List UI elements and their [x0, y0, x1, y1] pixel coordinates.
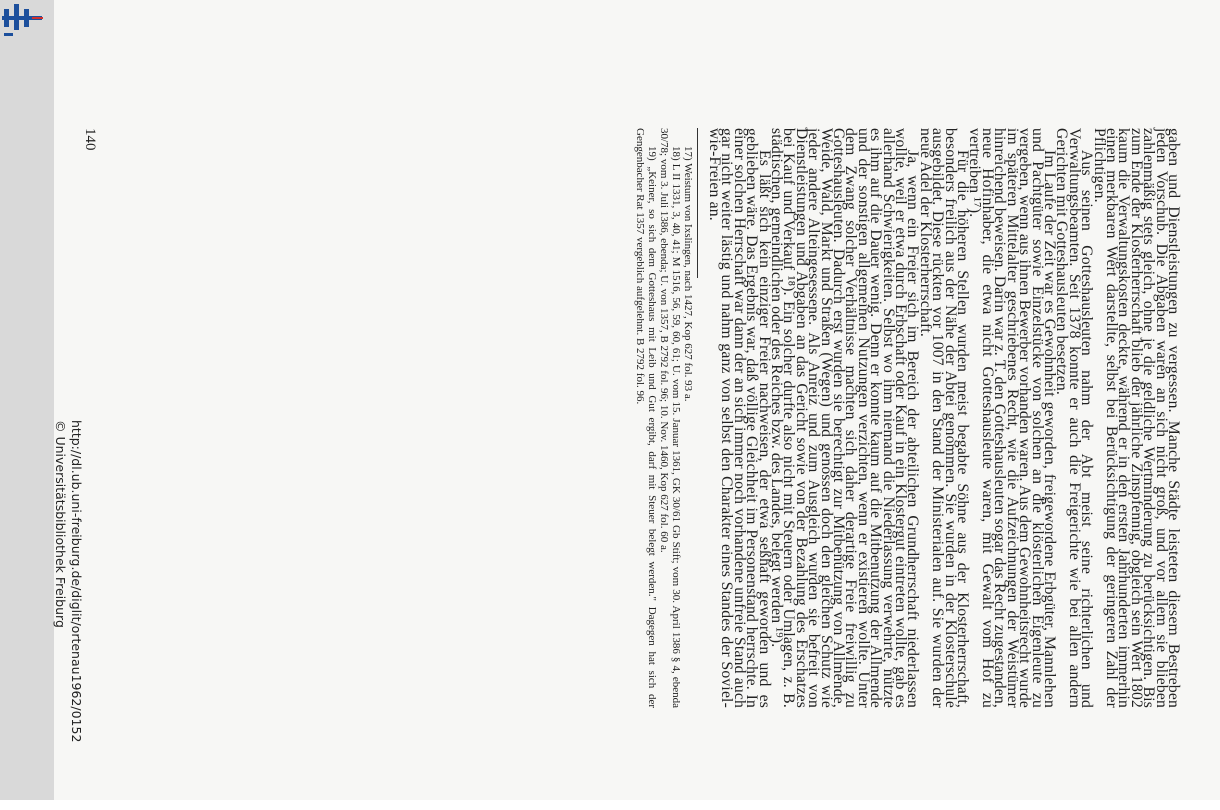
body-paragraph: Aus seinen Gotteshausleuten nahm der Abt meist seine richterlichen und Verwaltungsbeamten. Seit 1378 konnte er auch die Freigerichte wie bei allen andern Gerichten mit Gotteshausleuten besetzen. — [1053, 128, 1096, 708]
page-number-block — [75, 128, 98, 151]
footnote-divider — [697, 128, 698, 278]
footnote: 18) L II 1331, 3, 40, 41; M 1516, 56, 59, 60, 61; U. vom 15. Januar 1361, GK 30/61 Gb Stift; vom 30. April 1386 § 4, ebenda 30/78; vom 3. Juli 1386, ebenda; U. von 1357, B 2792 fol. 96; 10. Nov. 1460, Kop 627 fol. 60 a. — [657, 128, 682, 708]
body-paragraph: Ja, wenn ein Freier sich im Bereich der abteilichen Grundherrschaft niederlassen wollte, weil er etwa durch Erbschaft oder Kauf in ein Klostergut eintreten wollte, gab es allerhand Schwierigkeiten. Selbst wo ihm niemand die Niederlassung verwehrte, nützte es ihm auf die Dauer wenig. Denn er konnte kaum auf die Mitbenutzung der Allmende und der sonstigen allgemeinen Nutzungen verzichten, wenn er existieren wollte. Unter dem Zwang solcher Verhältnisse machten sich daher derartige Freie freiwillig zu Gotteshausleuten. Dadurch erst wurden sie berechtigt zur Mitbenützung von Allmende, Weide, Wald, Markt und Straßen (Wegen) und genossen doch den gleichen Schutz wie jeder andere Alteingesessene. Als Anreiz und zum Ausgleich wurden sie befreit von Dienstleistungen und Abgaben an das Gericht sowie von der Bezahlung des Erschatzes bei Kauf und Verkauf ¹⁸). Ein solcher durfte also nicht mit Steuern oder Umlagen, z. B. städtischen, gemeindlichen oder des Reiches bzw. des Landes, belegt werden ¹⁹). — [768, 128, 922, 708]
footnote: 19) „Keiner, so sich dem Gotteshaus mit Leib und Gut ergibt, darf mit Steuer belegt werden." Dagegen hat sich der Gengenbacher Rat 1357 vergeblich aufgelehnt. B 2792 fol. 96. — [633, 128, 658, 708]
viewer-sidebar — [0, 0, 54, 800]
page-content — [189, 128, 1182, 708]
page-number: 140 — [82, 128, 98, 151]
source-url[interactable]: http://dl.ub.uni-freiburg.de/diglit/ortenau1962/0152 — [69, 420, 84, 743]
copyright-notice: © Universitätsbibliothek Freiburg — [53, 420, 68, 628]
body-paragraph: Es läßt sich kein einziger Freier nachweisen, der etwa seßhaft geworden und es geblieben wäre. Das Ergebnis war, daß völlige Gleichheit im Personenstand herrschte. In einer solchen Herrschaft war dann der an sich immer noch vorhandene unfreie Stand auch gar nicht weiter lästig und nahm ganz von selbst den Charakter eines Standes der Soviel-wie-Freien an. — [705, 128, 773, 708]
ub-freiburg-logo[interactable] — [0, 0, 54, 60]
body-paragraph: Im Laufe der Zeit war es Gewohnheit geworden, freigewordene Erbgüter, Mannlehen und Pachtgüter sowie Einzelstücke von solchen an die klösterlichen Eigenleute zu vergeben, wenn aus ihnen Bewerber vorhanden waren. Aus dem Gewohnheitsrecht wurde im späteren Mittelalter geschriebenes Recht, wie die Aufzeichnungen der Weistümer hinreichend beweisen. Darin war z. T. den Gotteshausleuten sogar das Recht zugestanden, neue Hofinhaber, die etwa nicht Gotteshausleute waren, mit Gewalt vom Hof zu vertreiben ¹⁷). — [966, 128, 1058, 708]
footnote: 17) Weistum von Ixslingen, nach 1427, Kop 627 fol. 93 a. — [681, 146, 694, 402]
body-paragraph: gaben und Dienstleistungen zu vergessen. Manche Städte leisteten diesem Bestreben jeden Vorschub. Die Abgaben waren an sich nicht groß, und vor allem sie blieben zahlenmäßig stets gleich, ohne je die geldliche Wertminderung zu berücksichtigen. Bis zum Ende der Klosterherrschaft blieb der jährliche Zinspfennig, obgleich sein Wert 1802 kaum die Verwaltungskosten deckte, während er in den ersten Jahrhunderten immerhin einen merkbaren Wert darstellte, selbst bei Berücksichtigung der geringeren Zahl der Pflichtigen. — [1090, 128, 1182, 708]
scanned-page — [54, 0, 1220, 800]
digitization-credits — [52, 420, 84, 810]
body-paragraph: Für die höheren Stellen wurden meist begabte Söhne aus der Klosterherrschaft, besonders freilich aus der Nähe der Abtei genommen. Sie wurden in der Klosterschule ausgebildet. Diese rückten vor 1007 in den Stand der Ministerialen auf. Sie wurden der neue Adel der Klosterherrschaft. — [916, 128, 972, 708]
